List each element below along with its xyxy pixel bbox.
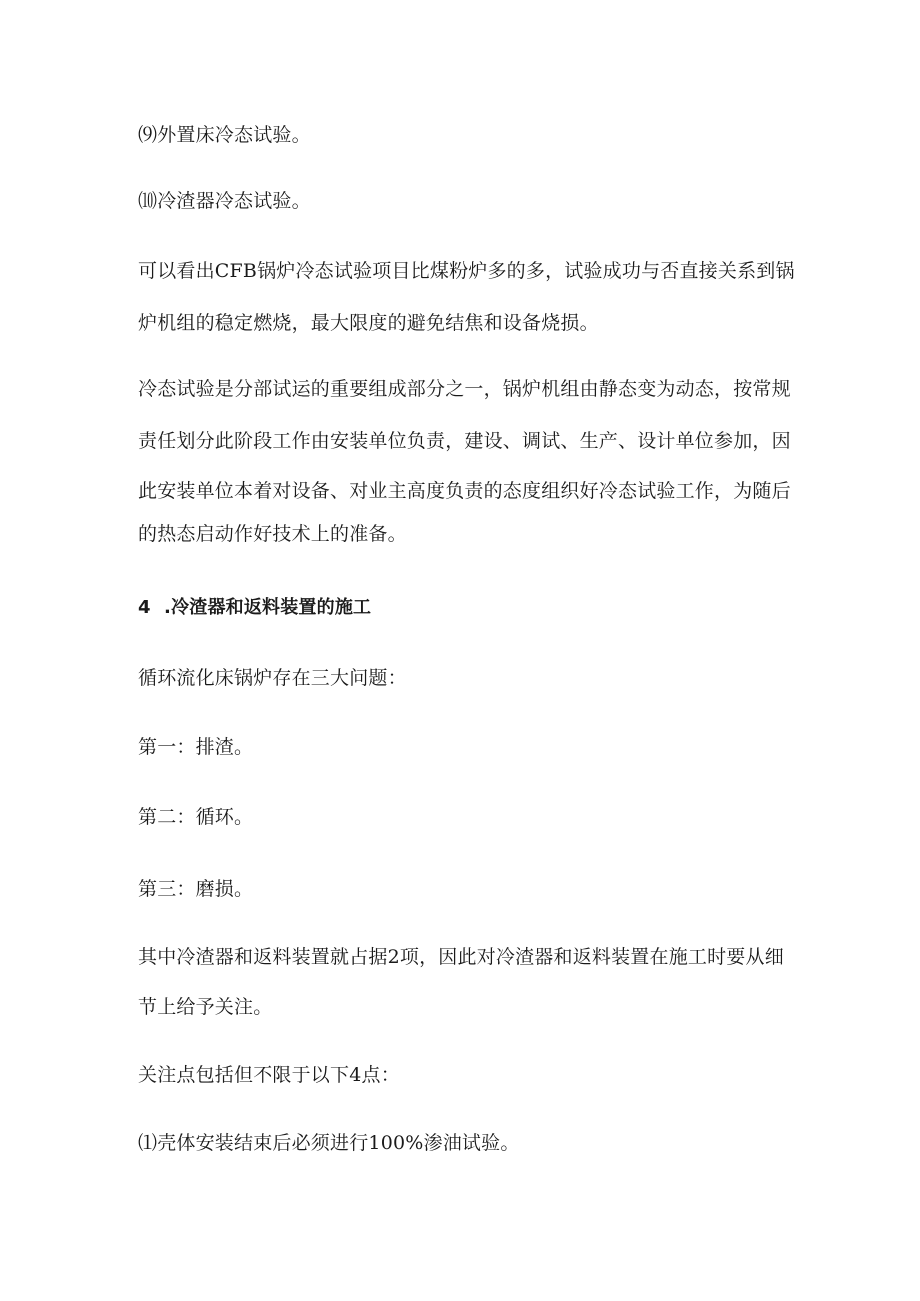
focus-item-1: ⑴壳体安装结束后必须进行100%渗油试验。	[138, 1132, 520, 1154]
paragraph-2-line-3: 此安装单位本着对设备、对业主高度负责的态度组织好冷态试验工作，为随后	[138, 480, 791, 502]
paragraph-2-line-1: 冷态试验是分部试运的重要组成部分之一，锅炉机组由静态变为动态，按常规	[138, 378, 791, 400]
paragraph-1-line-1: 可以看出CFB锅炉冷态试验项目比煤粉炉多的多，试验成功与否直接关系到锅	[138, 260, 795, 282]
problem-second: 第二：循环。	[138, 806, 254, 828]
focus-intro: 关注点包括但不限于以下4点：	[138, 1064, 400, 1086]
paragraph-2-line-2: 责任划分此阶段工作由安装单位负责，建设、调试、生产、设计单位参加，因	[138, 430, 791, 452]
problem-first: 第一：排渣。	[138, 736, 254, 758]
list-item-10: ⑽冷渣器冷态试验。	[138, 190, 311, 212]
section-heading	[138, 595, 788, 621]
paragraph-1-line-2: 炉机组的稳定燃烧，最大限度的避免结焦和设备烧损。	[138, 312, 599, 334]
paragraph-3-line-2: 节上给予关注。	[138, 996, 273, 1018]
section-title: .冷渣器和返料装置的施工	[164, 597, 372, 618]
paragraph-2-line-4: 的热态启动作好技术上的准备。	[138, 523, 407, 545]
problem-third: 第三：磨损。	[138, 878, 254, 900]
problems-intro: 循环流化床锅炉存在三大问题：	[138, 667, 407, 689]
section-number: 4	[138, 597, 151, 618]
paragraph-3-line-1: 其中冷渣器和返料装置就占据2项，因此对冷渣器和返料装置在施工时要从细	[138, 946, 784, 968]
list-item-9: ⑼外置床冷态试验。	[138, 124, 311, 146]
